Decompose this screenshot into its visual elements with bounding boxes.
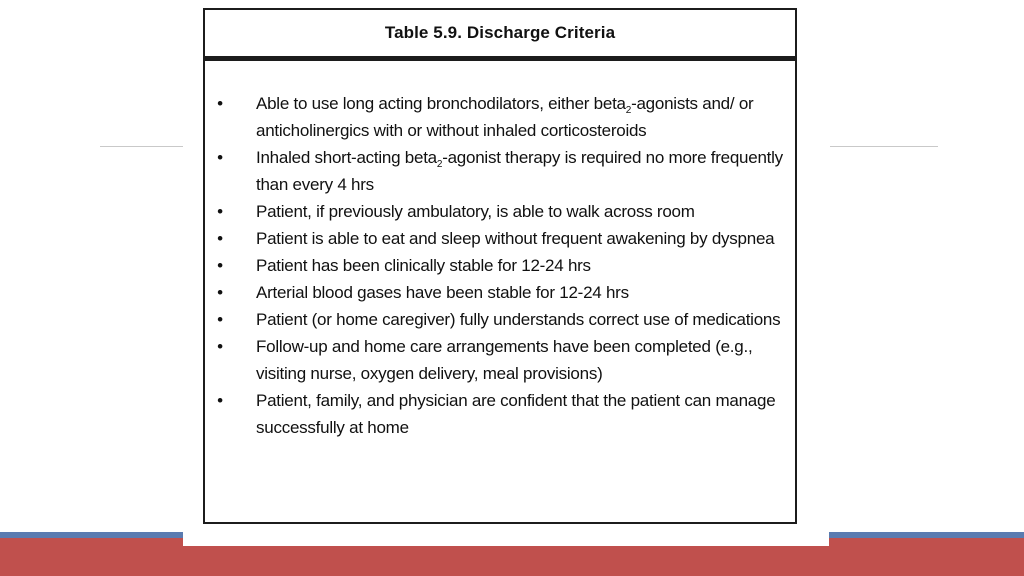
criteria-item: • Patient has been clinically stable for 12-24 hrs [205, 252, 787, 279]
bullet-icon: • [217, 283, 223, 302]
criteria-item: • Arterial blood gases have been stable for 12-24 hrs [205, 279, 787, 306]
decorative-line-right [830, 146, 938, 147]
criteria-item: • Patient, family, and physician are confident that the patient can manage successfully at home [205, 387, 787, 441]
criteria-item: • Follow-up and home care arrangements have been completed (e.g., visiting nurse, oxygen delivery, meal provisions) [205, 333, 787, 387]
table-title: Table 5.9. Discharge Criteria [205, 10, 795, 61]
criteria-list [205, 61, 795, 441]
decorative-line-left [100, 146, 184, 147]
criteria-item: • Patient, if previously ambulatory, is able to walk across room [205, 198, 787, 225]
bullet-icon: • [217, 94, 223, 113]
bullet-icon: • [217, 148, 223, 167]
bullet-icon: • [217, 391, 223, 410]
bullet-icon: • [217, 229, 223, 248]
bullet-icon: • [217, 202, 223, 221]
criteria-item: • Able to use long acting bronchodilators, either beta$_2$-agonists and/ or anticholinergics with or without inhaled corticosteroids [205, 90, 787, 144]
bullet-icon: • [217, 337, 223, 356]
discharge-criteria-table [203, 8, 797, 524]
bullet-icon: • [217, 310, 223, 329]
criteria-item: • Inhaled short-acting beta$_2$-agonist therapy is required no more frequently than every 4 hrs [205, 144, 787, 198]
criteria-item: • Patient is able to eat and sleep without frequent awakening by dyspnea [205, 225, 787, 252]
bullet-icon: • [217, 256, 223, 275]
criteria-item: • Patient (or home caregiver) fully understands correct use of medications [205, 306, 787, 333]
